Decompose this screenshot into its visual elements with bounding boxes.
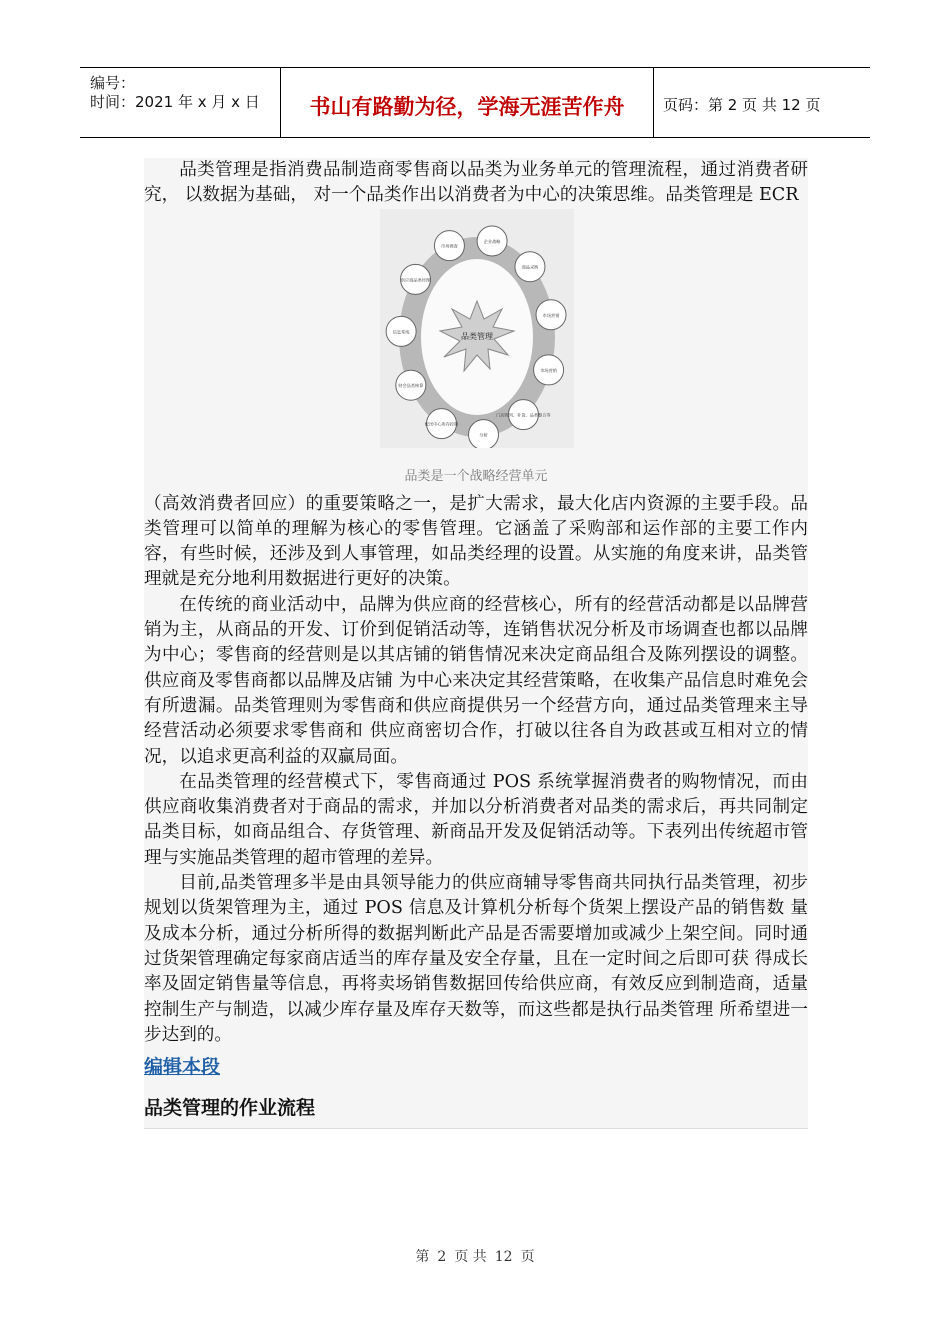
diagram-node (515, 251, 545, 281)
diagram-node-label: 信息系统 (392, 328, 410, 334)
diagram-node-label: 企业战略 (483, 238, 501, 244)
figure-caption: 品类是一个战略经营单元 (404, 468, 548, 484)
diagram-node-label: 门店陈列、补货、品类整合等 (496, 412, 551, 418)
diagram-node (536, 299, 566, 329)
header-motto: 书山有路勤为径，学海无涯苦作舟 (309, 95, 625, 119)
paragraph-ecr: （高效消费者回应）的重要策略之一，是扩大需求，最大化店内资源的主要手段。品类管理可以简单的理解为核心的零售管理。它涵盖了采购部和运作部的主要工作内容，有些时候，还涉及到人事管理，如品类经理的设置。从实施的角度来讲，品类管理就是充分地利用数据进行更好的决策。 (144, 493, 808, 590)
paragraph-pos-mode: 在品类管理的经营模式下，零售商通过 POS 系统掌握消费者的购物情况，而由供应商收集消费者对于商品的需求，并加以分析消费者对品类的需求后，再共同制定品类目标，如商品组合、存货管理、新商品开发及促销活动等。下表列出传统超市管理与实施品类管理的超市管理的差异。 (144, 771, 808, 868)
center-label: 品类管理 (461, 331, 493, 341)
header-page-cell (653, 68, 870, 137)
header-page-info: 页码：第 2 页 共 12 页 (663, 96, 821, 114)
document-date-label: 时间：2021 年 x 月 x 日 (90, 93, 260, 111)
diagram-node-label: 供应商品类经理 (400, 276, 431, 282)
article-body (144, 158, 808, 1129)
diagram-node-label: 市场营销 (540, 367, 557, 373)
header-meta (80, 68, 280, 137)
paragraph-current-practice: 目前,品类管理多半是由具领导能力的供应商辅导零售商共同执行品类管理，初步规划以货架管理为主，通过 POS 信息及计算机分析每个货架上摆设产品的销售数 量及成本分析，通过分析所得的数据判断此产品是否需要增加或减少上架空间。同时通过货架管理确定每家商店适当的库存量及安全存量，且在一定时间之后即可获 得成长率及固定销售量等信息，再将卖场销售数据回传给供应商，有效反应到制造商，适量控制生产与制造，以减少库存量及库存天数等，而这些都是执行品类管理 所希望进一步达到的。 (144, 873, 808, 1045)
footer-total-pages: 12 (494, 1249, 513, 1265)
category-management-diagram (380, 209, 574, 448)
edit-section-link[interactable]: 编辑本段 (144, 1056, 221, 1079)
page-footer (0, 1246, 950, 1266)
footer-mid: 页 共 (454, 1249, 487, 1265)
diagram-node-label: 市场调查 (441, 243, 458, 249)
diagram-node-label: 分析 (479, 432, 488, 438)
diagram-node (386, 316, 416, 346)
diagram-node (401, 264, 431, 294)
paragraph-traditional: 在传统的商业活动中，品牌为供应商的经营核心，所有的经营活动都是以品牌营销为主，从商品的开发、订价到促销活动等，连销售状况分析及市场调查也都以品牌为中心；零售商的经营则是以其店铺的销售情况来决定商品组合及陈列摆设的调整。供应商及零售商都以品牌及店铺 为中心来决定其经营策略，在收集产品信息时难免会有所遗漏。品类管理则为零售商和供应商提供另一个经营方向，通过品类管理来主导经营活动必须要求零售商和 供应商密切合作，打破以往各自为政甚或互相对立的情况，以追求更高利益的双赢局面。 (144, 594, 808, 767)
page-header (80, 67, 870, 138)
diagram-node-label: 市场营销 (542, 312, 560, 318)
figure-category-strategy (144, 209, 808, 492)
footer-prefix: 第 (415, 1249, 430, 1265)
header-motto-cell (280, 68, 654, 137)
diagram-node-label: 财会品类核算 (398, 382, 424, 388)
diagram-node-label: 商品采购 (521, 264, 539, 270)
document-number-label: 编号： (90, 74, 136, 92)
paragraph-intro: 品类管理是指消费品制造商零售商以品类为业务单元的管理流程，通过消费者研究， 以数据为基础， 对一个品类作出以消费者为中心的决策思维。品类管理是 ECR (144, 160, 808, 206)
diagram-node (534, 355, 564, 385)
diagram-svg (380, 209, 574, 448)
footer-suffix: 页 (520, 1249, 535, 1265)
footer-page-number: 2 (437, 1249, 447, 1265)
diagram-node (434, 230, 464, 260)
diagram-node-label: 配送中心库存控制 (424, 421, 459, 427)
diagram-node (396, 370, 426, 400)
diagram-node (469, 419, 499, 447)
diagram-node (477, 226, 507, 256)
section-title: 品类管理的作业流程 (144, 1094, 808, 1129)
